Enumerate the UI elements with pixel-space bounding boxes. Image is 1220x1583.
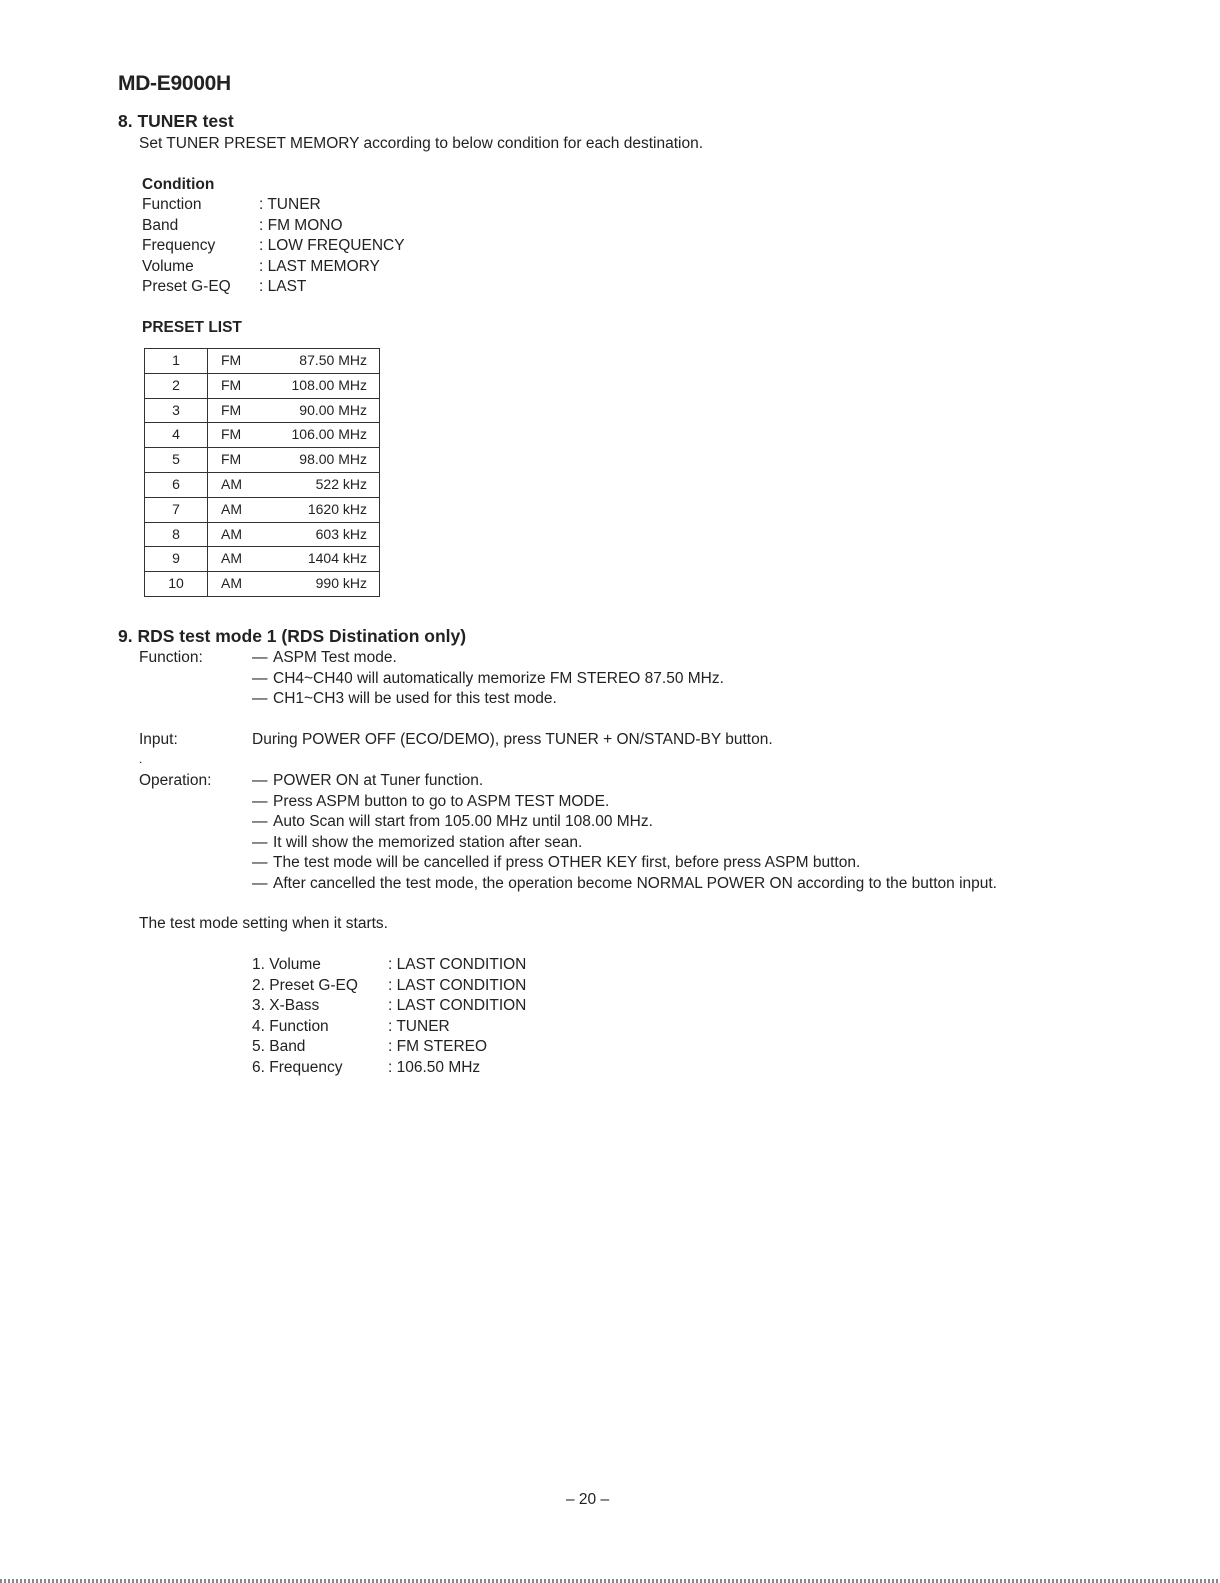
list-item — [252, 853, 1192, 874]
preset-list-title: PRESET LIST — [142, 319, 242, 336]
list-item-text: The test mode will be cancelled if press OTHER KEY first, before press ASPM button. — [273, 854, 861, 871]
preset-frequency: 1620 kHz — [257, 497, 380, 522]
preset-number: 9 — [145, 547, 208, 572]
setting-row — [252, 976, 672, 997]
preset-number: 4 — [145, 423, 208, 448]
list-item-text: ASPM Test mode. — [273, 649, 397, 666]
table-row — [145, 572, 380, 597]
dash-bullet: — — [252, 813, 268, 830]
preset-band: FM — [208, 398, 258, 423]
setting-label: 5. Band — [252, 1038, 306, 1055]
list-item-text: CH1~CH3 will be used for this test mode. — [273, 690, 557, 707]
setting-value: : LAST CONDITION — [388, 976, 527, 994]
preset-number: 7 — [145, 497, 208, 522]
condition-title: Condition — [142, 176, 215, 193]
preset-frequency: 1404 kHz — [257, 547, 380, 572]
condition-list — [142, 195, 542, 298]
setting-label: 6. Frequency — [252, 1058, 343, 1076]
condition-row — [142, 216, 542, 237]
preset-number: 1 — [145, 349, 208, 374]
dash-bullet: — — [252, 833, 268, 851]
list-item — [252, 833, 1192, 854]
table-row — [145, 373, 380, 398]
preset-number: 5 — [145, 448, 208, 473]
stray-dot: . — [139, 752, 143, 766]
table-row — [145, 423, 380, 448]
list-item-text: POWER ON at Tuner function. — [273, 772, 484, 789]
list-item-text: Auto Scan will start from 105.00 MHz until 108.00 MHz. — [273, 813, 653, 830]
preset-band: AM — [208, 497, 258, 522]
operation-label: Operation: — [139, 772, 212, 789]
dash-bullet: — — [252, 649, 268, 666]
section-9-heading: 9. RDS test mode 1 (RDS Distination only) — [118, 626, 467, 646]
condition-label: Band — [142, 216, 179, 234]
condition-label: Preset G-EQ — [142, 278, 231, 295]
table-row — [145, 497, 380, 522]
preset-frequency: 90.00 MHz — [257, 398, 380, 423]
preset-frequency: 522 kHz — [257, 472, 380, 497]
preset-number: 2 — [145, 373, 208, 398]
table-row — [145, 522, 380, 547]
preset-number: 6 — [145, 472, 208, 497]
list-item — [252, 812, 1192, 833]
list-item-text: Press ASPM button to go to ASPM TEST MODE. — [273, 792, 610, 810]
condition-row — [142, 195, 542, 216]
condition-label: Frequency — [142, 237, 216, 254]
preset-number: 8 — [145, 522, 208, 547]
setting-value: : FM STEREO — [388, 1038, 488, 1055]
setting-row — [252, 955, 672, 976]
setting-row — [252, 1058, 672, 1079]
table-row — [145, 448, 380, 473]
condition-label: Function — [142, 196, 202, 213]
preset-band: FM — [208, 349, 258, 374]
list-item — [252, 669, 1152, 690]
list-item-text: After cancelled the test mode, the operation become NORMAL POWER ON according to the button input. — [273, 874, 997, 892]
input-label: Input: — [139, 731, 178, 748]
setting-label: 2. Preset G-EQ — [252, 976, 358, 994]
setting-label: 3. X-Bass — [252, 997, 320, 1014]
table-row — [145, 547, 380, 572]
condition-label: Volume — [142, 257, 194, 275]
section-8-intro: Set TUNER PRESET MEMORY according to below condition for each destination. — [139, 135, 704, 152]
condition-value: : LAST — [259, 278, 307, 295]
preset-frequency: 98.00 MHz — [257, 448, 380, 473]
setting-row — [252, 996, 672, 1017]
preset-frequency: 108.00 MHz — [257, 373, 380, 398]
setting-value: : LAST CONDITION — [388, 997, 527, 1014]
model-title: MD-E9000H — [118, 72, 231, 95]
condition-value: : LAST MEMORY — [259, 257, 380, 275]
list-item — [252, 648, 1152, 669]
dash-bullet: — — [252, 874, 268, 892]
function-label: Function: — [139, 649, 203, 666]
preset-number: 10 — [145, 572, 208, 597]
condition-row — [142, 257, 542, 278]
list-item — [252, 771, 1192, 792]
setting-row — [252, 1037, 672, 1058]
operation-list — [252, 771, 1192, 894]
list-item — [252, 689, 1152, 710]
preset-table — [144, 348, 380, 597]
settings-list — [252, 955, 672, 1078]
setting-intro: The test mode setting when it starts. — [139, 915, 388, 932]
condition-row — [142, 277, 542, 298]
preset-frequency: 106.00 MHz — [257, 423, 380, 448]
table-row — [145, 398, 380, 423]
condition-value: : FM MONO — [259, 216, 343, 234]
dash-bullet: — — [252, 772, 268, 789]
dash-bullet: — — [252, 669, 268, 687]
preset-band: AM — [208, 472, 258, 497]
list-item — [252, 874, 1192, 895]
preset-frequency: 87.50 MHz — [257, 349, 380, 374]
page-number: – 20 – — [566, 1491, 610, 1508]
preset-band: FM — [208, 423, 258, 448]
preset-band: AM — [208, 522, 258, 547]
setting-value: : LAST CONDITION — [388, 956, 527, 973]
preset-band: AM — [208, 572, 258, 597]
setting-value: : 106.50 MHz — [388, 1058, 481, 1076]
list-item-text: It will show the memorized station after sean. — [273, 833, 583, 851]
list-item-text: CH4~CH40 will automatically memorize FM STEREO 87.50 MHz. — [273, 669, 724, 687]
table-row — [145, 472, 380, 497]
setting-value: : TUNER — [388, 1017, 450, 1035]
dash-bullet: — — [252, 854, 268, 871]
input-text: During POWER OFF (ECO/DEMO), press TUNER + ON/STAND-BY button. — [252, 731, 773, 748]
setting-label: 1. Volume — [252, 956, 321, 973]
preset-frequency: 990 kHz — [257, 572, 380, 597]
table-row — [145, 349, 380, 374]
condition-value: : TUNER — [259, 196, 321, 213]
dash-bullet: — — [252, 792, 268, 810]
setting-row — [252, 1017, 672, 1038]
page-edge-dots — [0, 1579, 1220, 1583]
preset-band: AM — [208, 547, 258, 572]
dash-bullet: — — [252, 690, 268, 707]
list-item — [252, 792, 1192, 813]
function-list — [252, 648, 1152, 710]
setting-label: 4. Function — [252, 1017, 329, 1035]
preset-frequency: 603 kHz — [257, 522, 380, 547]
condition-value: : LOW FREQUENCY — [259, 237, 405, 254]
section-8-heading: 8. TUNER test — [118, 111, 234, 131]
preset-number: 3 — [145, 398, 208, 423]
condition-row — [142, 236, 542, 257]
preset-band: FM — [208, 448, 258, 473]
preset-band: FM — [208, 373, 258, 398]
